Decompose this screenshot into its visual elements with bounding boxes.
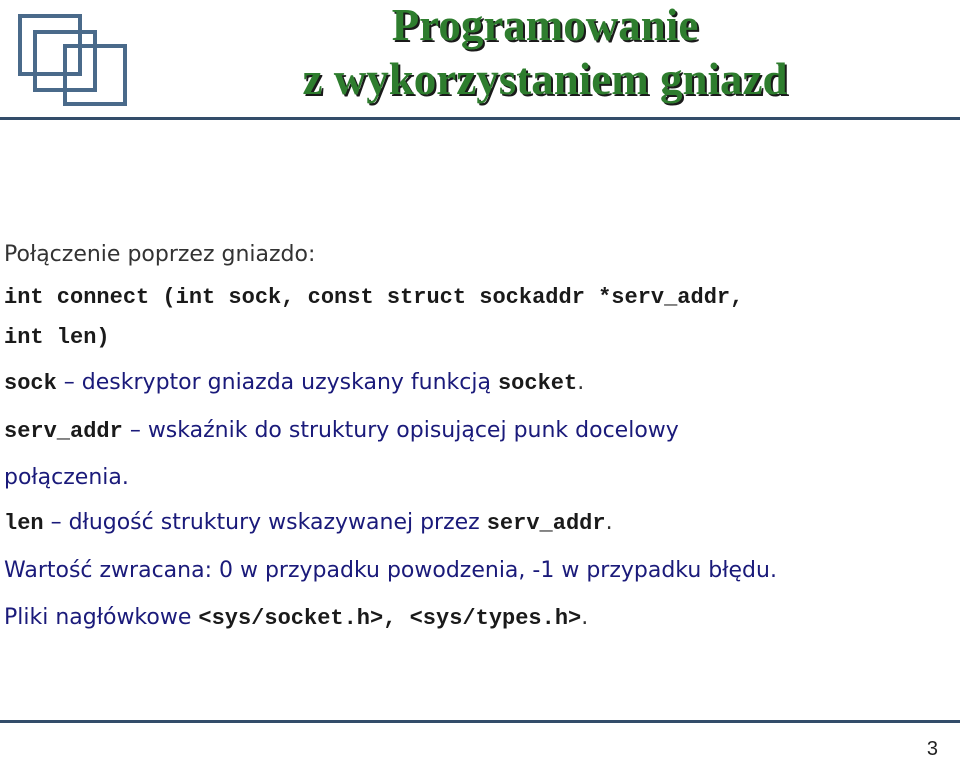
- param-addr-desc-cont: połączenia.: [4, 465, 129, 490]
- page-number: 3: [926, 738, 938, 760]
- top-divider: [0, 117, 960, 120]
- return-value-text: Wartość zwracana: 0 w przypadku powodzenia, -1 w przypadku błędu.: [4, 558, 777, 583]
- signature-line-2: int len): [4, 325, 110, 350]
- headers-end: .: [581, 605, 589, 630]
- headers-files: <sys/socket.h>, <sys/types.h>: [198, 606, 582, 631]
- headers-label: Pliki nagłówkowe: [4, 605, 199, 630]
- param-len: [4, 510, 613, 536]
- param-sock-name: sock: [4, 371, 57, 396]
- param-sock-ref: socket: [497, 371, 578, 396]
- param-serv-addr: [4, 418, 679, 444]
- param-sock-desc: – deskryptor gniazda uzyskany funkcją: [56, 370, 498, 395]
- param-len-ref: serv_addr: [486, 511, 606, 536]
- param-sock-end: .: [577, 370, 585, 395]
- param-len-end: .: [605, 510, 613, 535]
- param-addr-desc: – wskaźnik do struktury opisującej punk docelowy: [122, 418, 679, 443]
- bottom-divider: [0, 720, 960, 723]
- header-files: [4, 605, 588, 631]
- section-heading: Połączenie poprzez gniazdo:: [4, 242, 316, 267]
- param-sock: [4, 370, 584, 396]
- param-len-name: len: [4, 511, 44, 536]
- slide-title-line2: z wykorzystaniem gniazd: [302, 54, 788, 104]
- signature-line-1: int connect (int sock, const struct sockaddr *serv_addr,: [4, 285, 744, 310]
- slide-title-line1: Programowanie: [391, 0, 699, 50]
- param-addr-name: serv_addr: [4, 419, 123, 444]
- logo-squares-icon: [17, 12, 130, 110]
- param-len-desc: – długość struktury wskazywanej przez: [43, 510, 487, 535]
